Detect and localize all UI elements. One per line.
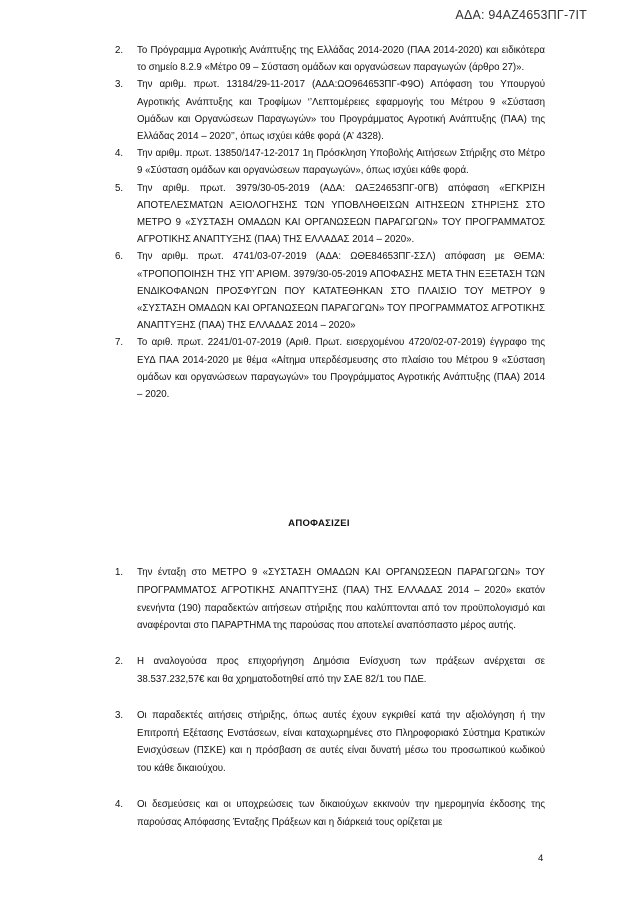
decision-number: 3. — [115, 709, 124, 721]
decisions-list — [115, 564, 545, 850]
decision-text: Την ένταξη στο ΜΕΤΡΟ 9 «ΣΥΣΤΑΣΗ ΟΜΑΔΩΝ ΚΑΙ ΟΡΓΑΝΩΣΕΩΝ ΠΑΡΑΓΩΓΩΝ» ΤΟΥ ΠΡΟΓΡΑΜΜΑΤΟΣ ΑΓΡΟΤΙΚΗΣ ΑΝΑΠΤΥΞΗΣ (ΠΑΑ) ΤΗΣ ΕΛΛΑΔΑΣ 2014 – 2020» εκατόν ενενήντα (190) παραδεκτών αιτήσεων στήριξης που καλύπτονται από τον προϋπολογισμό και αναφέρονται στο ΠΑΡΑΡΤΗΜΑ της παρούσας που αποτελεί αναπόσπαστο μέρος αυτής. — [137, 567, 545, 632]
reference-number: 3. — [115, 79, 124, 91]
reference-text: Την αριθμ. πρωτ. 13850/147-12-2017 1η Πρόσκληση Υποβολής Αιτήσεων Στήριξης στο Μέτρο 9 «Σύσταση ομάδων και οργανώσεων παραγωγών», όπως ισχύει κάθε φορά. — [137, 148, 545, 177]
reference-item — [115, 76, 545, 145]
decision-item — [115, 707, 545, 778]
decision-number: 1. — [115, 567, 124, 578]
reference-item — [115, 180, 545, 249]
reference-text: Την αριθμ. πρωτ. 13184/29-11-2017 (ΑΔΑ:ΩΟ964653ΠΓ-Φ9Ο) Απόφαση του Υπουργού Αγροτικής Ανάπτυξης και Τροφίμων ‘’Λεπτομέρειες εφαρμογής του Μέτρου 9 «Σύσταση Ομάδων και Οργανώσεων Παραγωγών» του Προγράμματος Αγροτική Ανάπτυξης (ΠΑΑ) της Ελλάδας 2014 – 2020’’, όπως ισχύει κάθε φορά (Α’ 4328). — [137, 79, 545, 143]
decision-item — [115, 564, 545, 635]
reference-text: Το Πρόγραμμα Αγροτικής Ανάπτυξης της Ελλάδας 2014-2020 (ΠΑΑ 2014-2020) και ειδικότερα το σημείο 8.2.9 «Μέτρο 09 – Σύσταση ομάδων και οργανώσεων παραγωγών (άρθρο 27)». — [137, 45, 545, 74]
reference-number: 6. — [115, 251, 124, 263]
reference-number: 2. — [115, 45, 124, 56]
decision-heading: ΑΠΟΦΑΣΙΖΕΙ — [288, 518, 350, 529]
decision-item — [115, 796, 545, 832]
references-list — [115, 42, 545, 403]
reference-item — [115, 334, 545, 403]
decision-number: 4. — [115, 798, 124, 810]
ada-code: ΑΔΑ: 94ΑΖ4653ΠΓ-7ΙΤ — [455, 8, 587, 22]
decision-text: Οι παραδεκτές αιτήσεις στήριξης, όπως αυτές έχουν εγκριθεί κατά την αξιολόγηση ή την Επιτροπή Εξέτασης Ενστάσεων, είναι καταχωρημένες στο Πληροφοριακό Σύστημα Κρατικών Ενισχύσεων (ΠΣΚΕ) και η πρόσβαση σε αυτές είναι δυνατή μέσω του προσωπικού κωδικού του κάθε δικαιούχου. — [137, 709, 545, 775]
reference-text: Την αριθμ. πρωτ. 4741/03-07-2019 (ΑΔΑ: ΩΘΕ84653ΠΓ-ΣΣΛ) απόφαση με ΘΕΜΑ: «ΤΡΟΠΟΠΟΙΗΣΗ ΤΗΣ ΥΠ’ ΑΡΙΘΜ. 3979/30-05-2019 ΑΠΟΦΑΣΗΣ ΜΕΤΑ ΤΗΝ ΕΞΕΤΑΣΗ ΤΩΝ ΕΝΔΙΚΟΦΑΝΩΝ ΠΡΟΣΦΥΓΩΝ ΠΟΥ ΚΑΤΑΤΕΘΗΚΑΝ ΣΤΟ ΠΛΑΙΣΙΟ ΤΟΥ ΜΕΤΡΟΥ 9 «ΣΥΣΤΑΣΗ ΟΜΑΔΩΝ ΚΑΙ ΟΡΓΑΝΩΣΕΩΝ ΠΑΡΑΓΩΓΩΝ» ΤΟΥ ΠΡΟΓΡΑΜΜΑΤΟΣ ΑΓΡΟΤΙΚΗΣ ΑΝΑΠΤΥΞΗΣ (ΠΑΑ) ΤΗΣ ΕΛΛΑΔΑΣ 2014 – 2020» — [137, 251, 545, 332]
page-number: 4 — [538, 853, 544, 864]
reference-number: 4. — [115, 148, 124, 160]
decision-item — [115, 653, 545, 689]
decision-number: 2. — [115, 656, 124, 668]
reference-item — [115, 145, 545, 179]
reference-item — [115, 42, 545, 76]
reference-number: 7. — [115, 337, 124, 349]
reference-text: Το αριθ. πρωτ. 2241/01-07-2019 (Αριθ. Πρωτ. εισερχομένου 4720/02-07-2019) έγγραφο της ΕΥΔ ΠΑΑ 2014-2020 με θέμα «Αίτημα υπερδέσμευσης στο πλαίσιο του Μέτρου 9 «Σύσταση ομάδων και οργανώσεων παραγωγών» του Προγράμματος Αγροτικής Ανάπτυξης (ΠΑΑ) 2014 – 2020. — [137, 337, 545, 401]
reference-item — [115, 248, 545, 334]
reference-number: 5. — [115, 182, 124, 194]
decision-text: Η αναλογούσα προς επιχορήγηση Δημόσια Ενίσχυση των πράξεων ανέρχεται σε 38.537.232,57€ και θα χρηματοδοτηθεί από την ΣΑΕ 82/1 του ΠΔΕ. — [137, 656, 545, 685]
reference-text: Την αριθμ. πρωτ. 3979/30-05-2019 (ΑΔΑ: ΩΑΞ24653ΠΓ-0ΓΒ) απόφαση «ΕΓΚΡΙΣΗ ΑΠΟΤΕΛΕΣΜΑΤΩΝ ΑΞΙΟΛΟΓΗΣΗΣ ΤΩΝ ΥΠΟΒΛΗΘΕΙΣΩΝ ΑΙΤΗΣΕΩΝ ΣΤΗΡΙΞΗΣ ΣΤΟ ΜΕΤΡΟ 9 «ΣΥΣΤΑΣΗ ΟΜΑΔΩΝ ΚΑΙ ΟΡΓΑΝΩΣΕΩΝ ΠΑΡΑΓΩΓΩΝ» ΤΟΥ ΠΡΟΓΡΑΜΜΑΤΟΣ ΑΓΡΟΤΙΚΗΣ ΑΝΑΠΤΥΞΗΣ (ΠΑΑ) ΤΗΣ ΕΛΛΑΔΑΣ 2014 – 2020». — [137, 182, 545, 246]
decision-text: Οι δεσμεύσεις και οι υποχρεώσεις των δικαιούχων εκκινούν την ημερομηνία έκδοσης της παρούσας Απόφασης Ένταξης Πράξεων και η διάρκειά τους ορίζεται με — [137, 798, 545, 828]
